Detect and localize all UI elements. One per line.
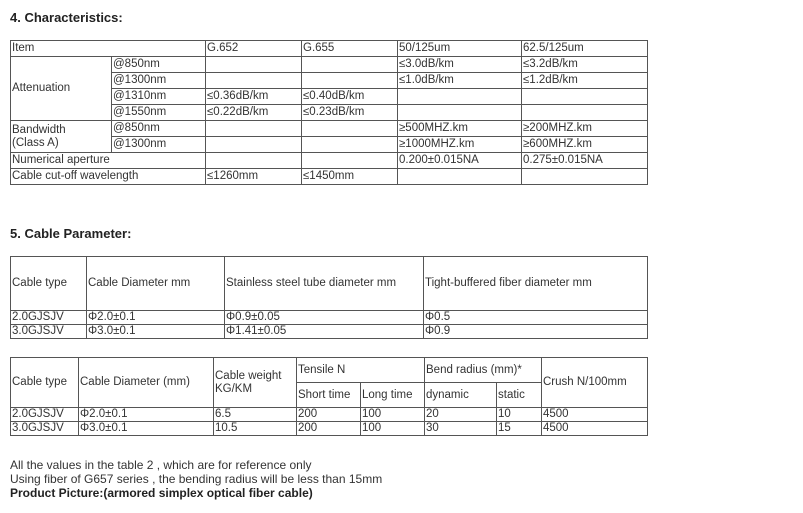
- table-row: [11, 121, 648, 137]
- short-time-cell: 200: [297, 408, 361, 422]
- mm62-cell: [522, 89, 648, 105]
- note-bending-radius: Using fiber of G657 series , the bending radius will be less than 15mm: [10, 472, 383, 486]
- mm62-cell: [522, 105, 648, 121]
- mm50-cell: [398, 89, 522, 105]
- header-cable-weight: Cable weight KG/KM: [214, 358, 297, 408]
- cable-parameter-heading: 5. Cable Parameter:: [10, 226, 132, 241]
- cable-type-cell: 3.0GJSJV: [11, 422, 79, 436]
- header-crush: Crush N/100mm: [542, 358, 648, 408]
- header-g652: G.652: [206, 41, 302, 57]
- g652-cell: [206, 137, 302, 153]
- mm62-cell: [522, 169, 648, 185]
- static-cell: 15: [497, 422, 542, 436]
- tight-buffered-cell: Φ0.9: [424, 325, 648, 339]
- mm50-cell: [398, 169, 522, 185]
- tight-buffered-cell: Φ0.5: [424, 311, 648, 325]
- header-dynamic: dynamic: [425, 383, 497, 408]
- cable-diameter-cell: Φ2.0±0.1: [87, 311, 225, 325]
- cable-weight-cell: 10.5: [214, 422, 297, 436]
- g655-cell: ≤0.40dB/km: [302, 89, 398, 105]
- cable-type-cell: 3.0GJSJV: [11, 325, 87, 339]
- cable-weight-cell: 6.5: [214, 408, 297, 422]
- cable-type-cell: 2.0GJSJV: [11, 408, 79, 422]
- g655-cell: ≤0.23dB/km: [302, 105, 398, 121]
- g652-cell: [206, 57, 302, 73]
- dynamic-cell: 20: [425, 408, 497, 422]
- crush-cell: 4500: [542, 422, 648, 436]
- attenuation-label: Attenuation: [11, 57, 112, 121]
- g655-cell: [302, 121, 398, 137]
- cable-type-cell: 2.0GJSJV: [11, 311, 87, 325]
- bandwidth-label-line2: (Class A): [12, 136, 59, 149]
- mm50-cell: ≥1000MHZ.km: [398, 137, 522, 153]
- na-label: Numerical aperture: [11, 153, 206, 169]
- cable-diameter-cell: Φ3.0±0.1: [79, 422, 214, 436]
- g655-cell: ≤1450mm: [302, 169, 398, 185]
- g655-cell: [302, 153, 398, 169]
- header-g655: G.655: [302, 41, 398, 57]
- header-steel-tube-diameter: Stainless steel tube diameter mm: [225, 257, 424, 311]
- header-long-time: Long time: [361, 383, 425, 408]
- table-row: [11, 325, 648, 339]
- short-time-cell: 200: [297, 422, 361, 436]
- header-cable-type: Cable type: [11, 358, 79, 408]
- wavelength-cell: @850nm: [112, 121, 206, 137]
- cable-diameter-cell: Φ3.0±0.1: [87, 325, 225, 339]
- crush-cell: 4500: [542, 408, 648, 422]
- long-time-cell: 100: [361, 422, 425, 436]
- mm62-cell: ≤1.2dB/km: [522, 73, 648, 89]
- header-50-125: 50/125um: [398, 41, 522, 57]
- mm62-cell: ≥200MHZ.km: [522, 121, 648, 137]
- table-row: [11, 408, 648, 422]
- wavelength-cell: @850nm: [112, 57, 206, 73]
- characteristics-heading: 4. Characteristics:: [10, 10, 123, 25]
- g652-cell: ≤0.22dB/km: [206, 105, 302, 121]
- header-cable-diameter: Cable Diameter mm: [87, 257, 225, 311]
- table-row: [11, 153, 648, 169]
- note-reference: All the values in the table 2 , which are for reference only: [10, 458, 312, 472]
- steel-tube-cell: Φ0.9±0.05: [225, 311, 424, 325]
- g652-cell: [206, 73, 302, 89]
- g652-cell: ≤0.36dB/km: [206, 89, 302, 105]
- header-tight-buffered-diameter: Tight-buffered fiber diameter mm: [424, 257, 648, 311]
- mm50-cell: ≤1.0dB/km: [398, 73, 522, 89]
- table-header-row: [11, 257, 648, 311]
- mm50-cell: ≤3.0dB/km: [398, 57, 522, 73]
- long-time-cell: 100: [361, 408, 425, 422]
- static-cell: 10: [497, 408, 542, 422]
- mm62-cell: ≤3.2dB/km: [522, 57, 648, 73]
- header-62-125: 62.5/125um: [522, 41, 648, 57]
- g652-cell: [206, 153, 302, 169]
- header-cable-diameter: Cable Diameter (mm): [79, 358, 214, 408]
- wavelength-cell: @1300nm: [112, 137, 206, 153]
- mm62-cell: ≥600MHZ.km: [522, 137, 648, 153]
- table-row: [11, 422, 648, 436]
- g655-cell: [302, 73, 398, 89]
- mm50-cell: ≥500MHZ.km: [398, 121, 522, 137]
- cable-diameter-cell: Φ2.0±0.1: [79, 408, 214, 422]
- bandwidth-label: [11, 121, 112, 153]
- steel-tube-cell: Φ1.41±0.05: [225, 325, 424, 339]
- header-static: static: [497, 383, 542, 408]
- mm50-cell: [398, 105, 522, 121]
- table-row: [11, 169, 648, 185]
- g652-cell: ≤1260mm: [206, 169, 302, 185]
- dynamic-cell: 30: [425, 422, 497, 436]
- characteristics-table: [10, 40, 648, 185]
- table-row: [11, 311, 648, 325]
- g655-cell: [302, 57, 398, 73]
- g655-cell: [302, 137, 398, 153]
- wavelength-cell: @1300nm: [112, 73, 206, 89]
- cable-parameter-table-b: [10, 357, 648, 436]
- product-picture-caption: Product Picture:(armored simplex optical fiber cable): [10, 486, 313, 500]
- cable-parameter-table-a: [10, 256, 648, 339]
- table-header-row: [11, 41, 648, 57]
- cutoff-label: Cable cut-off wavelength: [11, 169, 206, 185]
- header-tensile: Tensile N: [297, 358, 425, 383]
- wavelength-cell: @1310nm: [112, 89, 206, 105]
- table-row: [11, 57, 648, 73]
- header-short-time: Short time: [297, 383, 361, 408]
- mm50-cell: 0.200±0.015NA: [398, 153, 522, 169]
- header-item: Item: [11, 41, 206, 57]
- table-header-row: [11, 358, 648, 383]
- g652-cell: [206, 121, 302, 137]
- bandwidth-label-line1: Bandwidth: [12, 123, 66, 136]
- mm62-cell: 0.275±0.015NA: [522, 153, 648, 169]
- header-bend-radius: Bend radius (mm)*: [425, 358, 542, 383]
- header-cable-type: Cable type: [11, 257, 87, 311]
- wavelength-cell: @1550nm: [112, 105, 206, 121]
